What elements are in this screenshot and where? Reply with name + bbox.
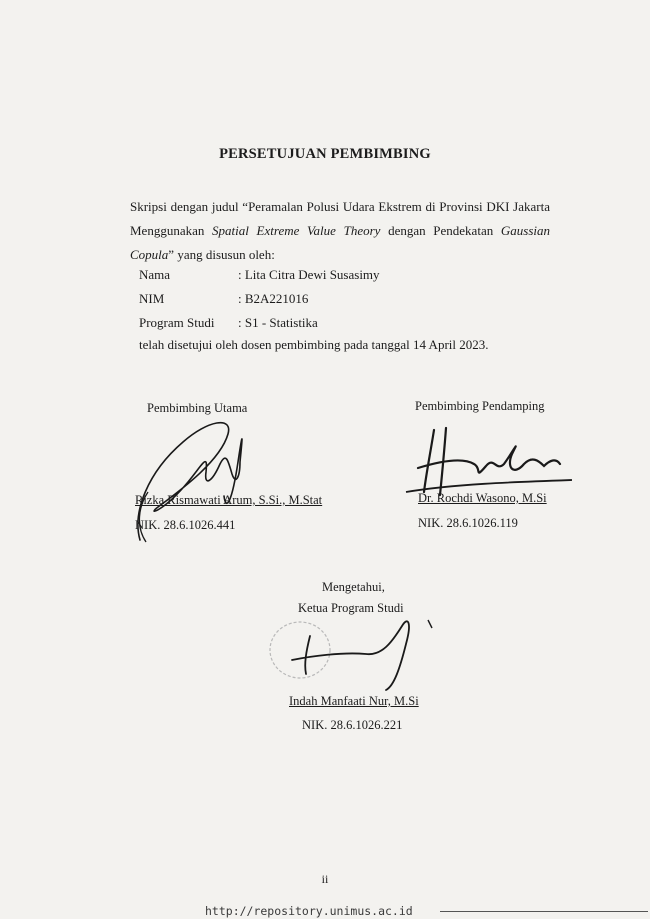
intro-text: Menggunakan (130, 223, 213, 238)
intro-line-3 (130, 243, 550, 267)
intro-paragraph (130, 195, 550, 267)
advisor-second-role: Pembimbing Pendamping (415, 399, 545, 413)
acknowledged-name: Indah Manfaati Nur, M.Si (289, 694, 419, 708)
acknowledged-role: Ketua Program Studi (298, 601, 404, 615)
intro-text: dengan Pendekatan (380, 223, 501, 238)
intro-text: ” yang disusun oleh: (168, 247, 275, 262)
intro-line-1 (130, 195, 550, 219)
advisor-second-nik: NIK. 28.6.1026.119 (418, 516, 518, 530)
page-number: ii (321, 872, 329, 886)
advisor-main-role: Pembimbing Utama (147, 401, 248, 415)
field-label-nim: NIM (139, 291, 165, 306)
acknowledged-signature (262, 612, 442, 697)
intro-italic-text: Spatial Extreme Value Theory (212, 223, 381, 238)
intro-line-2 (130, 219, 550, 243)
intro-text: Skripsi dengan judul “Peramalan Polusi Udara Ekstrem di Provinsi DKI Jakarta (130, 199, 550, 214)
acknowledged-label: Mengetahui, (322, 580, 385, 594)
field-value-nama: : Lita Citra Dewi Susasimy (238, 267, 380, 282)
footer-rule (440, 911, 648, 912)
intro-italic-text: Copula (130, 247, 169, 262)
approval-sentence: telah disetujui oleh dosen pembimbing pada tanggal 14 April 2023. (139, 337, 489, 352)
field-value-prodi: : S1 - Statistika (238, 315, 318, 330)
advisor-main-nik: NIK. 28.6.1026.441 (135, 518, 236, 532)
advisor-second-name: Dr. Rochdi Wasono, M.Si (418, 491, 547, 505)
acknowledged-nik: NIK. 28.6.1026.221 (302, 718, 403, 732)
intro-italic-text: Gaussian (500, 223, 551, 238)
field-value-nim: : B2A221016 (238, 291, 309, 306)
page-title: PERSETUJUAN PEMBIMBING (219, 146, 431, 162)
field-label-prodi: Program Studi (139, 315, 215, 330)
footer-url[interactable]: http://repository.unimus.ac.id (205, 904, 413, 918)
field-label-nama: Nama (139, 267, 171, 282)
advisor-main-name: Rizka Rismawati Arum, S.Si., M.Stat (135, 493, 323, 507)
